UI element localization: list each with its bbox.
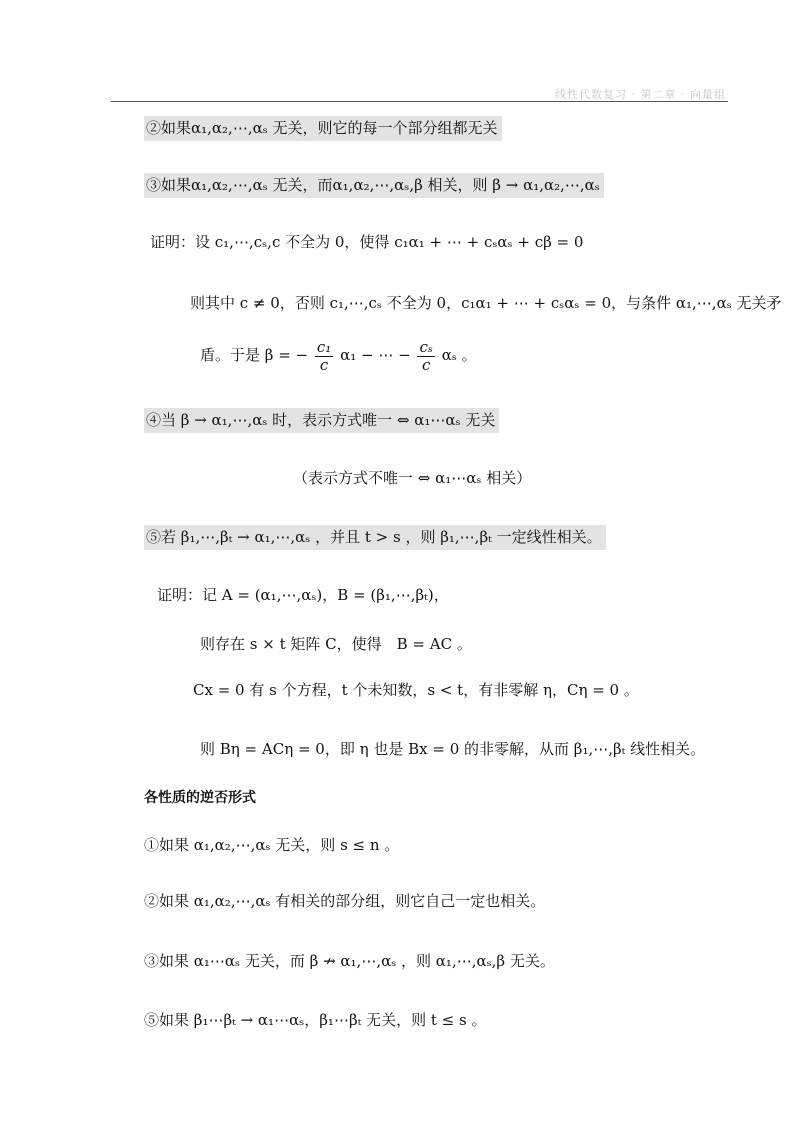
proof-2-line-2: 则存在 s × t 矩阵 C，使得 B = AC 。 [200,635,472,653]
fraction-denominator: c [319,355,329,374]
fraction-numerator: c₁ [316,337,332,356]
header-rule [111,101,728,102]
property-3 [144,174,604,196]
proof-2-line-3: Cx = 0 有 s 个方程，t 个未知数，s < t，有非零解 η，Cη = 0 。 [193,681,639,699]
property-5-text: ⑤若 β₁,⋯,βₜ → α₁,⋯,αₛ ，并且 t > s ，则 β₁,⋯,βₜ 一定线性相关。 [144,525,606,550]
property-5 [144,526,606,548]
proof-1-line-3 [200,336,477,374]
proof-1-line-2: 则其中 c ≠ 0，否则 c₁,⋯,cₛ 不全为 0，c₁α₁ + ⋯ + cₛαₛ = 0，与条件 α₁,⋯,αₛ 无关矛 [190,294,782,312]
proof-1-line-1: 证明：设 c₁,⋯,cₛ,c 不全为 0，使得 c₁α₁ + ⋯ + cₛαₛ + cβ = 0 [150,233,584,251]
contrapositive-item-3: ③如果 α₁⋯αₛ 无关，而 β ↛ α₁,⋯,αₛ ，则 α₁,⋯,αₛ,β 无关。 [144,952,555,970]
proof-1-line-3-pre: 盾。于是 β = − [200,346,309,364]
fraction-c1-over-c [315,339,333,374]
section-title: 各性质的逆否形式 [144,790,256,806]
property-4 [144,409,499,431]
property-3-text: ③如果α₁,α₂,⋯,αₛ 无关，而α₁,α₂,⋯,αₛ,β 相关，则 β → α₁,α₂,⋯,αₛ [144,173,604,198]
running-header: 线性代数复习 · 第二章 · 向量组 [555,88,726,101]
proof-1-line-3-post: αₛ 。 [441,346,477,364]
fraction-denominator: c [422,355,431,374]
contrapositive-item-1: ①如果 α₁,α₂,⋯,αₛ 无关，则 s ≤ n 。 [144,836,400,854]
contrapositive-item-5: ⑤如果 β₁⋯βₜ → α₁⋯αₛ，β₁⋯βₜ 无关，则 t ≤ s 。 [144,1011,487,1029]
property-4-note: （表示方式不唯一 ⇔ α₁⋯αₛ 相关） [293,469,532,487]
contrapositive-item-2: ②如果 α₁,α₂,⋯,αₛ 有相关的部分组，则它自己一定也相关。 [144,892,546,910]
property-4-text: ④当 β → α₁,⋯,αₛ 时，表示方式唯一 ⇔ α₁⋯αₛ 无关 [144,408,499,433]
proof-2-line-4: 则 Bη = ACη = 0，即 η 也是 Bx = 0 的非零解，从而 β₁,⋯,βₜ 线性相关。 [200,740,706,758]
property-2 [144,117,502,139]
proof-1-line-3-mid: α₁ − ⋯ − [340,346,411,364]
fraction-numerator: cₛ [419,337,433,356]
proof-2-line-1: 证明：记 A = (α₁,⋯,αₛ)，B = (β₁,⋯,βₜ)， [157,586,449,604]
property-2-text: ②如果α₁,α₂,⋯,αₛ 无关，则它的每一个部分组都无关 [144,116,502,141]
fraction-cs-over-c [417,339,434,374]
